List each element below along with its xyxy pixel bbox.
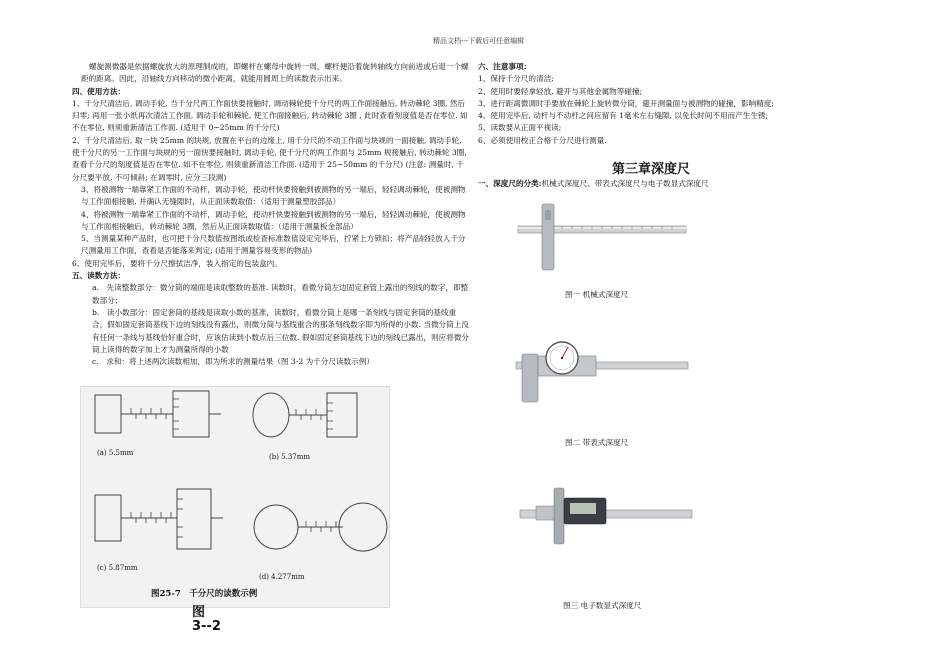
figure-title: 图 3--2	[192, 605, 221, 634]
figure-label-a: (a) 5.5mm	[97, 449, 134, 457]
section-6-title: 六、注意事项：	[478, 62, 532, 71]
s6-item-2: 2、使用时要轻拿轻放, 避开与其他金属物等碰撞;	[478, 86, 643, 96]
micrometer-reading-figure	[80, 386, 390, 608]
section-4-title: 四、使用方法：	[72, 86, 126, 96]
page-header: 精品文档---下载后可任意编辑	[433, 37, 525, 45]
caption-digital: 图三 电子数显式深度尺	[563, 601, 642, 610]
s4-item-3: 3、将被测物一端靠紧工作面的不动杆，调动手轮，使动杆快要接触到被测物的另一端后，轻轻调动棘轮，使被测物与工作面相接触, 并确认无缝隙时，从正面读数取值：（适用于测量塑胶部品）	[81, 184, 466, 207]
s4-item-2: 2、千分尺清洁后, 取一块 25mm 的块规, 放置在平台的边缘上, 用千分尺的不动工作面与块规的一面接触, 调动手轮, 使千分尺的另一工作面与块规的另一面快要接触时, 调动手轮, 使千分尺的两工作面与 25mm 规接触后, 转动棘轮 3圈, 查看千分尺的刻度值是否在零位. 如不在零位, 则须重新清洁工作面. (适用于 25~50mm 的千分尺) (注意: 测量时, 千分尺要平放, 不可倾斜; 在调零时, 应分三段测)	[72, 135, 467, 182]
s4-item-1: 1、千分尺清洁后, 调动手轮, 当千分尺两工作面快要接触时, 调动棘轮使千分尺的两工作面接触后, 转动棘轮 3圈, 然后归零; 再用一张小纸再次清洁工作面, 调动手轮和棘轮, 使工作面接触后, 转动棘轮 3圈 , 此时查看刻度值是否在零位. 如不在零位, 则须重新清洁工作面. (适用于 0~25mm 的千分尺)	[72, 98, 468, 133]
figure-label-d: (d) 4.277mm	[259, 573, 305, 581]
s6-item-3: 3、进行距离微调时手要放在棘轮上旋转微分筒，避开测量面与被测物的碰撞，影响精度;	[478, 98, 774, 108]
chapter-title: 第三章深度尺	[612, 162, 691, 177]
s5-item-b: b. 读小数部分：固定套筒的基线是读取小数的基准，读数时，看微分筒上是哪一条刻线与固定套筒的基线重合，假如固定套筒基线下边的刻线没有露出，则微分筒与基线重合的那条刻线数字即为所得的小数. 当微分筒上没有任何一条线与基线恰好重合时，应该估读到小数点后三位数. 假如固定套筒基线下边的刻线已露出，则应将微分筒上读得的数字加上才为测量所得的小数	[92, 307, 469, 354]
micrometer-illustration	[81, 387, 389, 607]
s4-item-6: 6、使用完毕后，要将千分尺擦拭洁净，装入指定的包装盒内。	[72, 258, 282, 268]
s5-item-a: a. 先读整数部分：微分筒的端面是读取整数的基准. 读数时，看微分筒左边固定套管上露出的刻线的数字，即整数部分；	[92, 283, 469, 305]
s6-item-4: 4、使用完毕后, 动杆与不动杆之间应留有 1毫米左右缝隙, 以免长时间不用而产生生锈;	[478, 111, 769, 121]
digital-depth-gauge-image	[518, 484, 694, 546]
s6-item-1: 1、保持千分尺的清洁;	[478, 74, 554, 84]
s5-item-c: c. 求和：将上述两次读数相加，即为所求的测量结果（图 3-2 为千分尺读数示例）	[92, 357, 374, 367]
s6-item-5: 5、读数要从正面平视读;	[478, 123, 562, 133]
classification-text: 机械式深度尺、带表式深度尺与电子数显式深度尺	[541, 179, 709, 188]
figure-caption: 图25-7 千分尺的读数示例	[151, 589, 258, 599]
dial-depth-gauge-image	[512, 332, 692, 410]
caption-mechanical: 图一 机械式深度尺	[565, 290, 629, 299]
section-5-title: 五、读数方法：	[72, 271, 126, 281]
s6-item-6: 6、必须使用校正合格千分尺进行测量.	[478, 135, 607, 145]
mechanical-depth-gauge-image	[512, 196, 692, 276]
depth-gauge-classification	[478, 178, 709, 189]
classification-title: 一、深度尺的分类:	[478, 179, 542, 188]
figure-label-b: (b) 5.37mm	[269, 453, 311, 461]
figure-label-c: (c) 5.87mm	[97, 564, 138, 572]
caption-dial: 图二 带表式深度尺	[565, 438, 629, 447]
left-column	[72, 61, 470, 368]
right-column	[478, 61, 818, 147]
s4-item-5: 5、当测量某种产品时，也可把千分尺数值按图纸或检查标准数值设定完毕后，拧紧上方锁扣；将产品轻轻放入千分尺测量用工作面，查看是否能落来判定; (适用于测量容易变形的物品)	[81, 234, 466, 256]
s4-item-4: 4、将被测物一端靠紧工作面的不动杆，调动手轮，使动杆快要接触到被测物的另一端后，轻轻调动棘轮，使被测物与工作面相接触后，转动棘轮 3圈，然后从正面读数取值：（适用于测量板金部品）	[81, 209, 466, 231]
intro-paragraph: 螺旋测微器是依据螺旋放大的原理制成的，即螺杆在螺母中旋转一周，螺杆便沿着旋转轴线方向前进或后退一个螺距的距离。因此，沿轴线方向移动的微小距离，就能用圆周上的读数表示出来。	[81, 62, 469, 84]
